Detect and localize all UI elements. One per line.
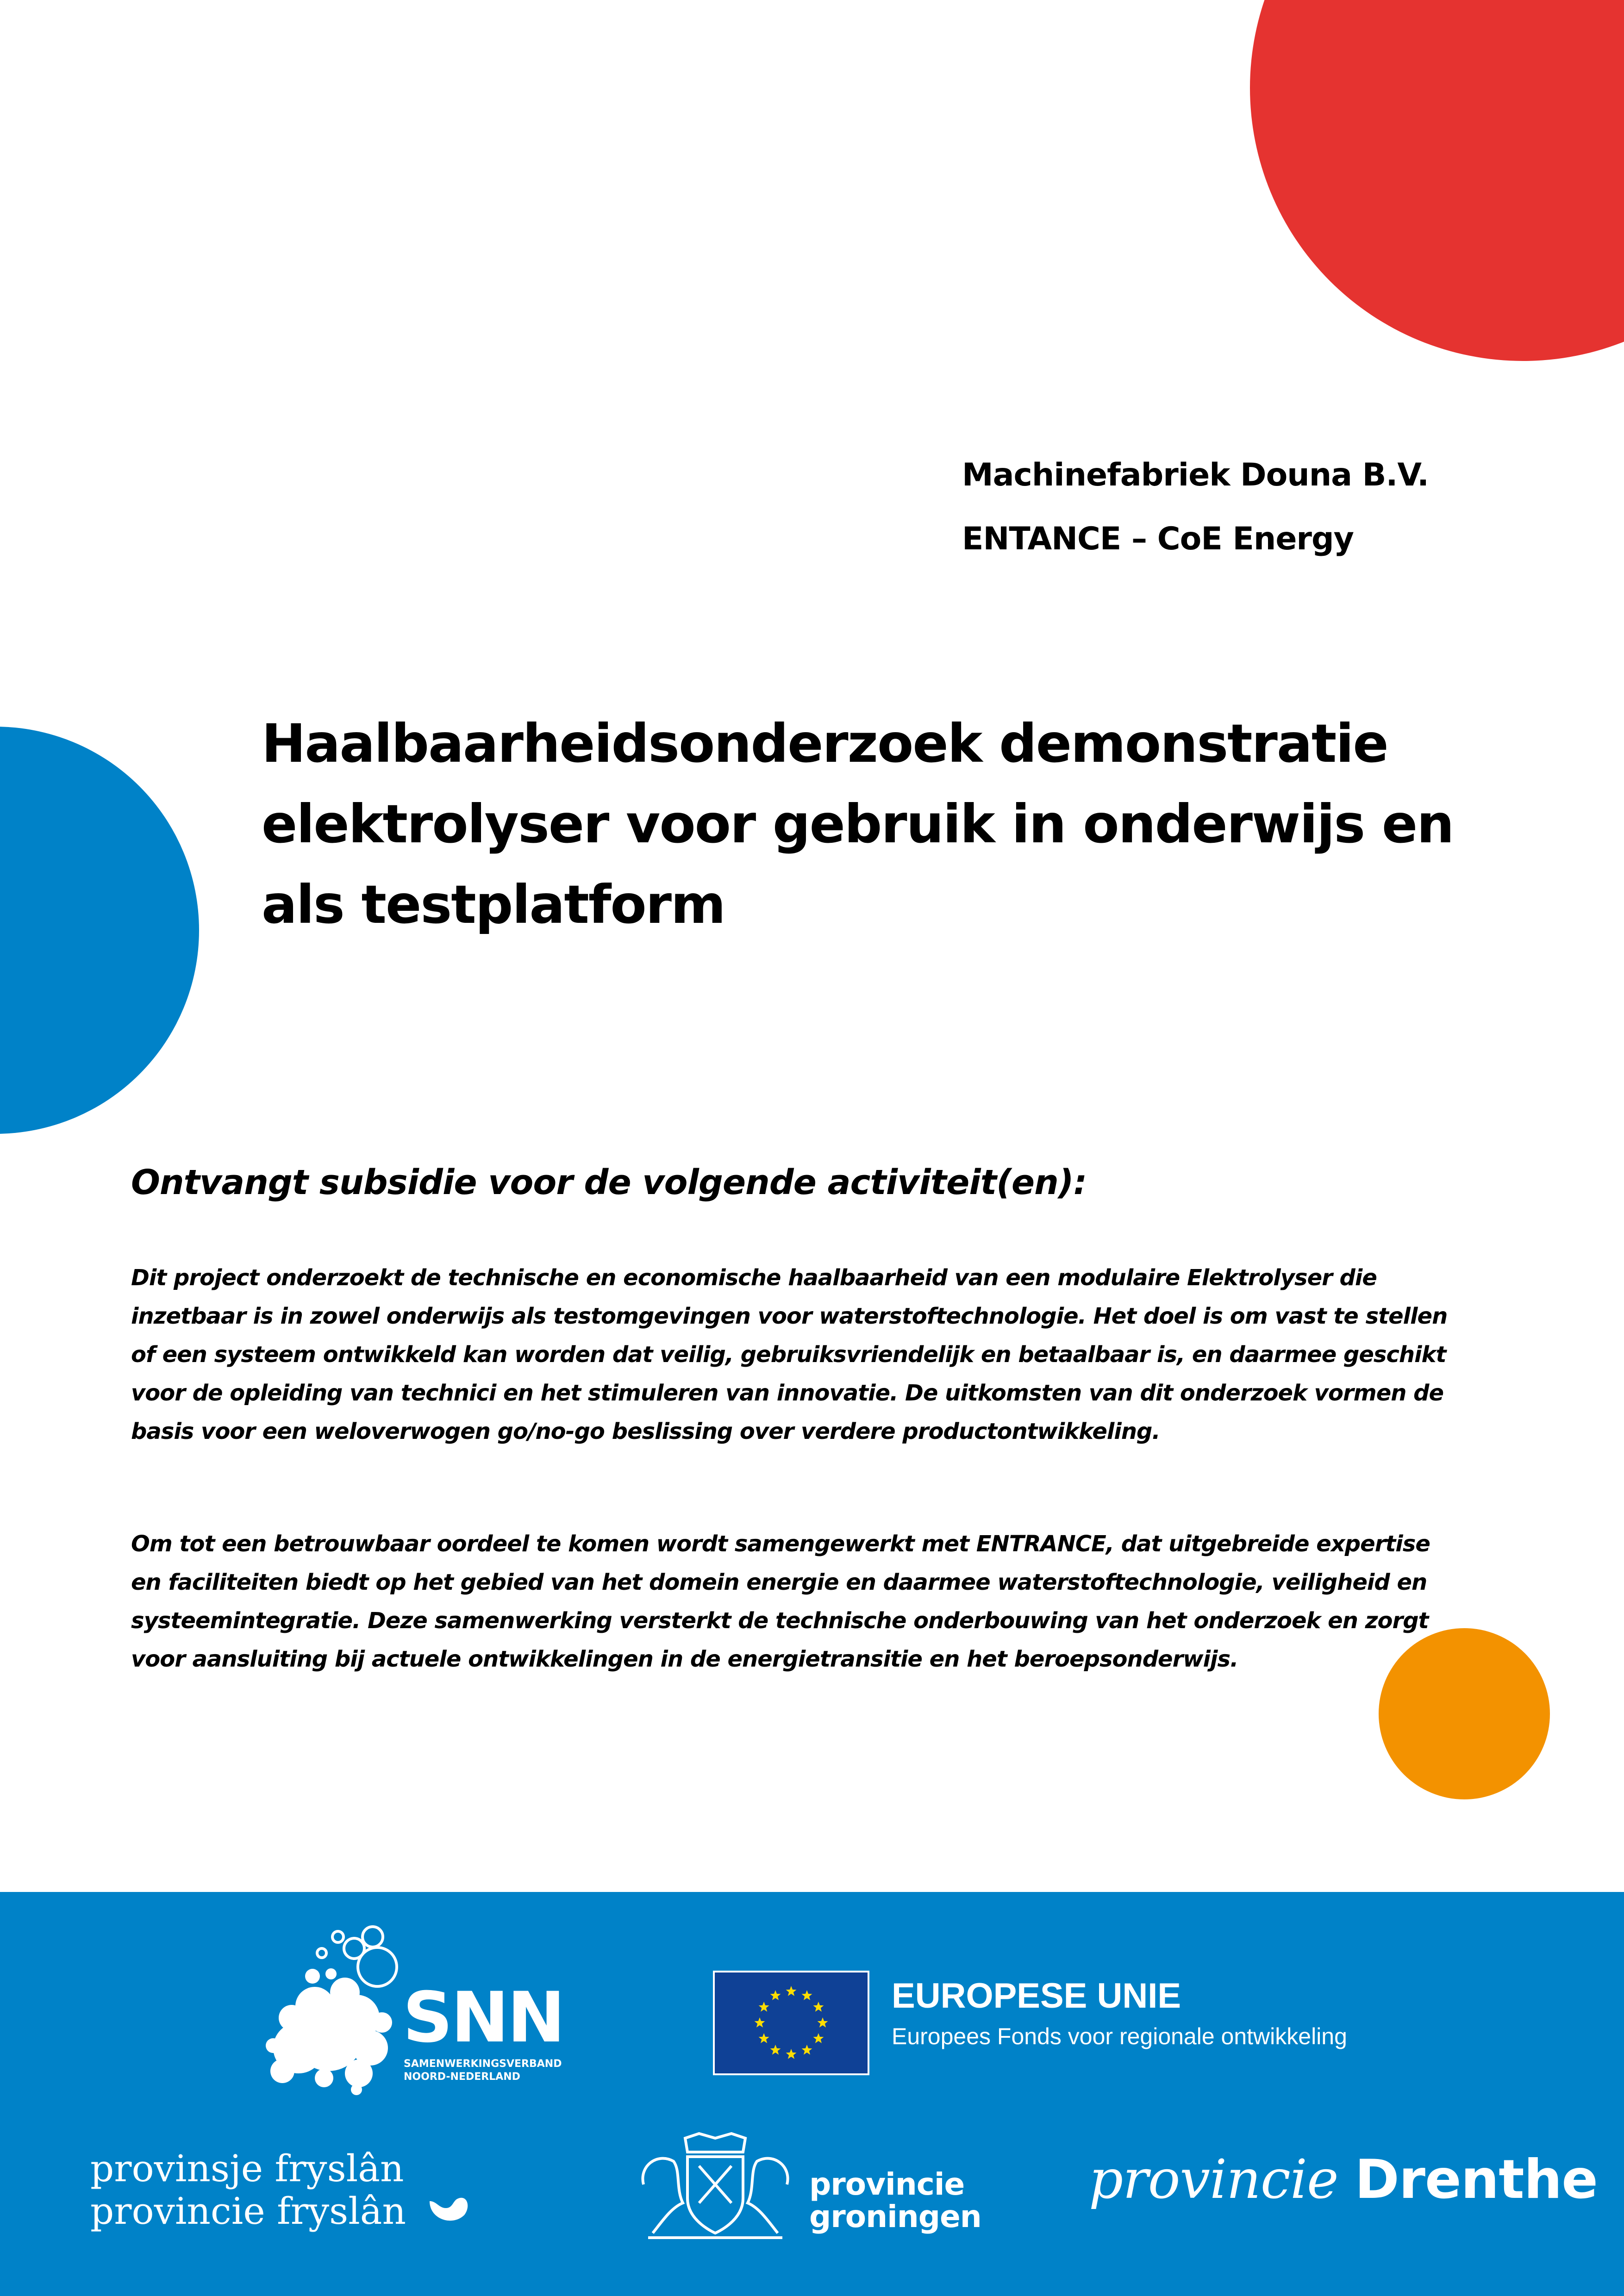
- eu-star-icon: [802, 2045, 812, 2055]
- drenthe-logo-part2: Drenthe: [1355, 2148, 1598, 2211]
- snn-logo: [264, 1923, 616, 2099]
- subsidy-heading: Ontvangt subsidie voor de volgende activiteit(en):: [131, 1163, 1087, 1202]
- decorative-red-circle: [1250, 0, 1624, 361]
- eu-star-icon: [759, 2033, 769, 2043]
- eu-star-icon: [759, 2002, 769, 2012]
- eu-star-icon: [755, 2017, 765, 2028]
- eu-star-icon: [802, 1990, 812, 2000]
- groningen-line2: groningen: [809, 2199, 981, 2234]
- groningen-wordmark: [809, 2168, 981, 2233]
- collaboration-paragraph: Om tot een betrouwbaar oordeel te komen wordt samengewerkt met ENTRANCE, dat uitgebreide expertise en faciliteiten biedt op het gebied van het domein energie en daarmee waterstoftechnologie, veiligheid en systeemintegratie. Deze samenwerking versterkt de technische onderbouwing van het onderzoek en zorgt voor aansluiting bij actuele ontwikkelingen in de energietransitie en het beroepsonderwijs.: [131, 1531, 1430, 1672]
- eu-stars-icon: [715, 1972, 868, 2073]
- page-title: Haalbaarheidsonderzoek demonstratie elektrolyser voor gebruik in onderwijs en als testplatform: [262, 713, 1454, 935]
- eu-flag-icon: [713, 1971, 869, 2075]
- snn-subtitle-line2: NOORD-NEDERLAND: [404, 2071, 520, 2083]
- eu-title: EUROPESE UNIE: [892, 1976, 1181, 2016]
- groningen-crest-icon: [630, 2129, 801, 2245]
- snn-bubbles-icon: [264, 1923, 403, 2099]
- fryslan-leaf-icon: [425, 2183, 471, 2229]
- funding-logos-footer: [0, 1892, 1624, 2296]
- fryslan-line-frisian: provinsje fryslân: [90, 2147, 404, 2190]
- drenthe-logo-part1: provincie: [1089, 2148, 1338, 2211]
- decorative-blue-circle: [0, 727, 199, 1134]
- company-block: [962, 443, 1429, 571]
- eu-star-icon: [818, 2017, 828, 2028]
- eu-star-icon: [813, 2033, 824, 2043]
- groningen-line1: provincie: [809, 2166, 965, 2202]
- eu-star-icon: [770, 1990, 781, 2000]
- snn-wordmark: SNN: [403, 1978, 564, 2058]
- company-name: Machinefabriek Douna B.V.: [962, 457, 1429, 493]
- snn-subtitle-line1: SAMENWERKINGSVERBAND: [404, 2058, 562, 2070]
- eu-star-icon: [813, 2002, 824, 2012]
- project-description-paragraph: Dit project onderzoekt de technische en economische haalbaarheid van een modulaire Elektrolyser die inzetbaar is in zowel onderwijs als testomgevingen voor waterstoftechnologie. Het doel is om vast te stellen of een systeem ontwikkeld kan worden dat veilig, gebruiksvriendelijk en betaalbaar is, en daarmee geschikt voor de opleiding van technici en het stimuleren van innovatie. De uitkomsten van dit onderzoek vormen de basis voor een weloverwogen go/no-go beslissing over verdere productontwikkeling.: [131, 1265, 1448, 1444]
- eu-fund-subtitle: Europees Fonds voor regionale ontwikkeling: [892, 2023, 1347, 2049]
- company-partner: ENTANCE – CoE Energy: [962, 521, 1354, 557]
- eu-star-icon: [786, 1986, 797, 1996]
- fryslan-line-dutch: provincie fryslân: [90, 2190, 406, 2233]
- eu-star-icon: [770, 2045, 781, 2055]
- fryslan-logo: [90, 2147, 406, 2233]
- eu-star-icon: [786, 2049, 797, 2059]
- drenthe-logo: [1089, 2150, 1598, 2210]
